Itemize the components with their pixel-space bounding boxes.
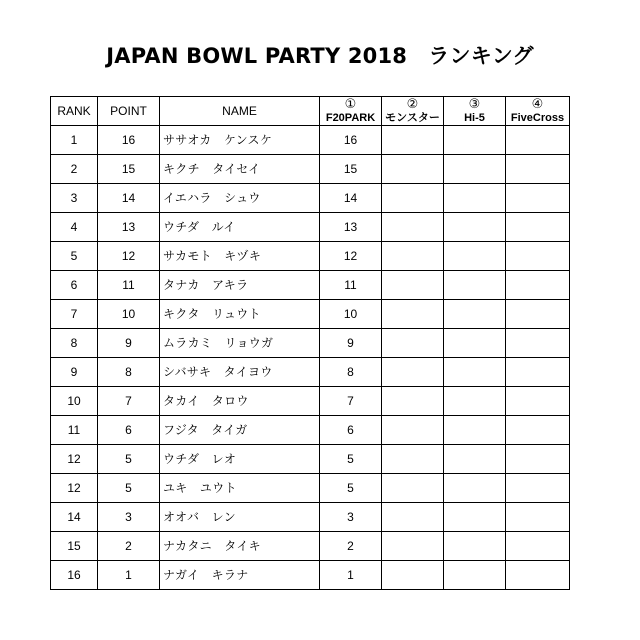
venue-header-4 xyxy=(506,97,570,126)
venue-2-cell xyxy=(382,474,444,503)
venue-2-cell xyxy=(382,387,444,416)
venue-3-cell xyxy=(444,474,506,503)
venue-4-cell xyxy=(506,271,570,300)
table-row xyxy=(51,416,570,445)
venue-4-cell xyxy=(506,387,570,416)
venue-2-cell xyxy=(382,561,444,590)
venue-1-cell: 5 xyxy=(320,474,382,503)
venue-2-cell xyxy=(382,329,444,358)
venue-name: モンスター xyxy=(385,112,440,124)
venue-1-cell: 14 xyxy=(320,184,382,213)
page-title: JAPAN BOWL PARTY 2018 ランキング xyxy=(106,44,534,68)
table-row xyxy=(51,155,570,184)
venue-1-cell: 1 xyxy=(320,561,382,590)
table-row xyxy=(51,126,570,155)
name-cell: タナカ アキラ xyxy=(160,271,320,300)
venue-4-cell xyxy=(506,445,570,474)
venue-1-cell: 2 xyxy=(320,532,382,561)
venue-4-cell xyxy=(506,242,570,271)
name-cell: フジタ タイガ xyxy=(160,416,320,445)
rank-cell: 5 xyxy=(51,242,98,271)
point-cell: 14 xyxy=(98,184,160,213)
venue-name: F20PARK xyxy=(325,112,376,124)
point-cell: 15 xyxy=(98,155,160,184)
rank-cell: 7 xyxy=(51,300,98,329)
name-cell: ササオカ ケンスケ xyxy=(160,126,320,155)
rank-cell: 10 xyxy=(51,387,98,416)
venue-4-cell xyxy=(506,155,570,184)
name-cell: キクチ タイセイ xyxy=(160,155,320,184)
venue-3-cell xyxy=(444,155,506,184)
venue-2-cell xyxy=(382,213,444,242)
venue-4-cell xyxy=(506,184,570,213)
rank-cell: 15 xyxy=(51,532,98,561)
point-cell: 10 xyxy=(98,300,160,329)
venue-3-cell xyxy=(444,242,506,271)
name-cell: ユキ ユウト xyxy=(160,474,320,503)
rank-cell: 14 xyxy=(51,503,98,532)
name-cell: ナガイ キラナ xyxy=(160,561,320,590)
table-row xyxy=(51,387,570,416)
rank-cell: 11 xyxy=(51,416,98,445)
venue-4-cell xyxy=(506,532,570,561)
venue-header-1 xyxy=(320,97,382,126)
table-row xyxy=(51,213,570,242)
table-row xyxy=(51,242,570,271)
point-cell: 7 xyxy=(98,387,160,416)
table-row xyxy=(51,503,570,532)
venue-header-2 xyxy=(382,97,444,126)
venue-name: FiveCross xyxy=(510,112,565,124)
venue-1-cell: 5 xyxy=(320,445,382,474)
rank-cell: 9 xyxy=(51,358,98,387)
venue-2-cell xyxy=(382,358,444,387)
name-header: NAME xyxy=(160,97,320,126)
venue-number: ④ xyxy=(531,96,544,111)
ranking-body xyxy=(51,126,570,590)
venue-1-cell: 8 xyxy=(320,358,382,387)
point-cell: 2 xyxy=(98,532,160,561)
venue-1-cell: 7 xyxy=(320,387,382,416)
venue-2-cell xyxy=(382,126,444,155)
table-row xyxy=(51,532,570,561)
venue-number: ① xyxy=(344,96,357,111)
name-cell: サカモト キヅキ xyxy=(160,242,320,271)
point-cell: 5 xyxy=(98,474,160,503)
venue-1-cell: 13 xyxy=(320,213,382,242)
table-row xyxy=(51,474,570,503)
venue-3-cell xyxy=(444,184,506,213)
venue-4-cell xyxy=(506,474,570,503)
venue-4-cell xyxy=(506,126,570,155)
venue-2-cell xyxy=(382,300,444,329)
venue-3-cell xyxy=(444,213,506,242)
point-cell: 11 xyxy=(98,271,160,300)
venue-4-cell xyxy=(506,503,570,532)
rank-cell: 1 xyxy=(51,126,98,155)
venue-2-cell xyxy=(382,416,444,445)
venue-3-cell xyxy=(444,445,506,474)
venue-name: Hi-5 xyxy=(464,112,485,124)
point-cell: 1 xyxy=(98,561,160,590)
venue-2-cell xyxy=(382,503,444,532)
point-cell: 12 xyxy=(98,242,160,271)
venue-1-cell: 15 xyxy=(320,155,382,184)
venue-1-cell: 9 xyxy=(320,329,382,358)
point-cell: 8 xyxy=(98,358,160,387)
table-row xyxy=(51,271,570,300)
venue-4-cell xyxy=(506,358,570,387)
venue-2-cell xyxy=(382,532,444,561)
venue-2-cell xyxy=(382,445,444,474)
ranking-table xyxy=(50,96,570,590)
venue-number: ② xyxy=(406,96,419,111)
venue-3-cell xyxy=(444,387,506,416)
name-cell: キクタ リュウト xyxy=(160,300,320,329)
rank-cell: 12 xyxy=(51,445,98,474)
name-cell: オオバ レン xyxy=(160,503,320,532)
venue-3-cell xyxy=(444,532,506,561)
venue-3-cell xyxy=(444,126,506,155)
venue-1-cell: 12 xyxy=(320,242,382,271)
point-header: POINT xyxy=(98,97,160,126)
rank-cell: 2 xyxy=(51,155,98,184)
venue-2-cell xyxy=(382,155,444,184)
venue-3-cell xyxy=(444,358,506,387)
venue-2-cell xyxy=(382,242,444,271)
venue-1-cell: 11 xyxy=(320,271,382,300)
venue-3-cell xyxy=(444,329,506,358)
venue-header-3 xyxy=(444,97,506,126)
point-cell: 6 xyxy=(98,416,160,445)
rank-cell: 8 xyxy=(51,329,98,358)
rank-cell: 3 xyxy=(51,184,98,213)
venue-2-cell xyxy=(382,271,444,300)
header-row xyxy=(51,97,570,126)
venue-4-cell xyxy=(506,561,570,590)
venue-2-cell xyxy=(382,184,444,213)
venue-1-cell: 6 xyxy=(320,416,382,445)
venue-3-cell xyxy=(444,271,506,300)
venue-1-cell: 10 xyxy=(320,300,382,329)
rank-cell: 6 xyxy=(51,271,98,300)
point-cell: 5 xyxy=(98,445,160,474)
table-row xyxy=(51,358,570,387)
table-row xyxy=(51,300,570,329)
point-cell: 9 xyxy=(98,329,160,358)
venue-4-cell xyxy=(506,300,570,329)
point-cell: 3 xyxy=(98,503,160,532)
venue-4-cell xyxy=(506,416,570,445)
venue-3-cell xyxy=(444,300,506,329)
name-cell: ウチダ ルイ xyxy=(160,213,320,242)
venue-3-cell xyxy=(444,561,506,590)
point-cell: 13 xyxy=(98,213,160,242)
table-row xyxy=(51,561,570,590)
table-row xyxy=(51,184,570,213)
rank-header: RANK xyxy=(51,97,98,126)
rank-cell: 16 xyxy=(51,561,98,590)
venue-number: ③ xyxy=(468,96,481,111)
rank-cell: 4 xyxy=(51,213,98,242)
table-row xyxy=(51,445,570,474)
venue-1-cell: 16 xyxy=(320,126,382,155)
name-cell: シバサキ タイヨウ xyxy=(160,358,320,387)
name-cell: ナカタニ タイキ xyxy=(160,532,320,561)
venue-4-cell xyxy=(506,329,570,358)
name-cell: イエハラ シュウ xyxy=(160,184,320,213)
venue-4-cell xyxy=(506,213,570,242)
table-row xyxy=(51,329,570,358)
name-cell: ウチダ レオ xyxy=(160,445,320,474)
venue-3-cell xyxy=(444,503,506,532)
point-cell: 16 xyxy=(98,126,160,155)
venue-3-cell xyxy=(444,416,506,445)
name-cell: ムラカミ リョウガ xyxy=(160,329,320,358)
rank-cell: 12 xyxy=(51,474,98,503)
name-cell: タカイ タロウ xyxy=(160,387,320,416)
venue-1-cell: 3 xyxy=(320,503,382,532)
